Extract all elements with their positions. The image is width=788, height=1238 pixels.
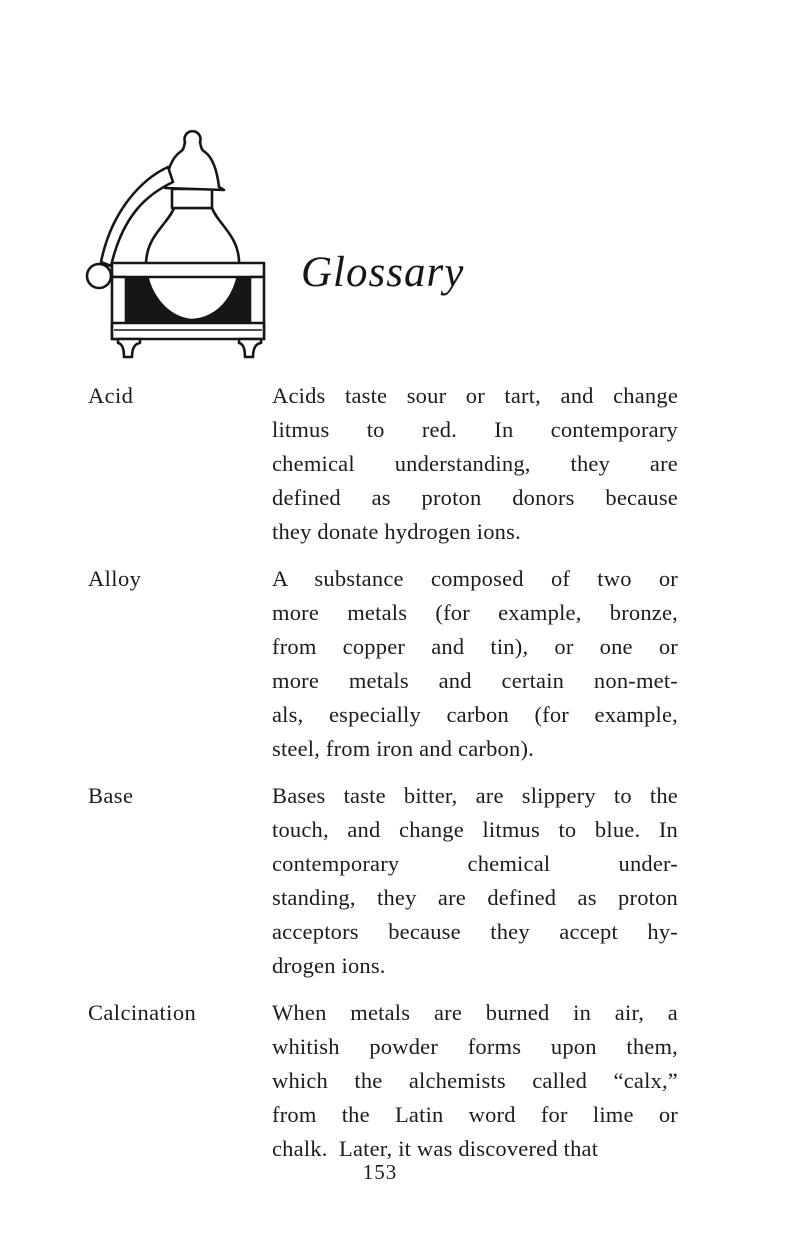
furnace-rim [112, 263, 264, 277]
flask-neck [172, 189, 212, 208]
page-title: Glossary [301, 249, 465, 296]
definition-line: from the Latin word for lime or [272, 1102, 678, 1127]
glossary-entry [88, 379, 678, 549]
definition-line: Acids taste sour or tart, and change [272, 383, 678, 408]
page-number: 153 [362, 1160, 398, 1184]
furnace-right-foot [239, 339, 261, 357]
glossary-term: Alloy [88, 566, 142, 591]
glossary-definition [272, 562, 678, 766]
glossary-definition [272, 996, 678, 1166]
glossary-list [88, 379, 678, 1179]
definition-line: more metals (for example, bronze, [272, 600, 678, 625]
glossary-term: Base [88, 783, 134, 808]
definition-line: chalk. Later, it was discovered that [272, 1136, 599, 1161]
definition-line: they donate hydrogen ions. [272, 519, 521, 544]
glossary-term: Acid [88, 383, 134, 408]
definition-line: A substance composed of two or [272, 566, 678, 591]
alembic-furnace-icon [80, 130, 275, 365]
glossary-entry [88, 562, 678, 766]
glossary-term: Calcination [88, 1000, 197, 1025]
definition-line: acceptors because they accept hy- [272, 919, 678, 944]
definition-line: more metals and certain non-met- [272, 668, 678, 693]
furnace-base [112, 323, 264, 339]
receiver-bulb [87, 264, 111, 288]
definition-line: touch, and change litmus to blue. In [272, 817, 678, 842]
definition-line: defined as proton donors because [272, 485, 678, 510]
definition-line: Bases taste bitter, are slippery to the [272, 783, 678, 808]
definition-line: contemporary chemical under- [272, 851, 678, 876]
definition-line: When metals are burned in air, a [272, 1000, 678, 1025]
definition-line: whitish powder forms upon them, [272, 1034, 678, 1059]
definition-line: litmus to red. In contemporary [272, 417, 678, 442]
definition-line: als, especially carbon (for example, [272, 702, 678, 727]
glossary-entry [88, 779, 678, 983]
definition-line: from copper and tin), or one or [272, 634, 678, 659]
definition-line: drogen ions. [272, 953, 386, 978]
alembic-illustration [80, 130, 275, 365]
furnace-left-foot [118, 339, 140, 357]
glossary-definition [272, 379, 678, 549]
glossary-entry [88, 996, 678, 1166]
definition-line: standing, they are defined as proton [272, 885, 678, 910]
definition-line: which the alchemists called “calx,” [272, 1068, 678, 1093]
glossary-definition [272, 779, 678, 983]
definition-line: chemical understanding, they are [272, 451, 678, 476]
definition-line: steel, from iron and carbon). [272, 736, 534, 761]
